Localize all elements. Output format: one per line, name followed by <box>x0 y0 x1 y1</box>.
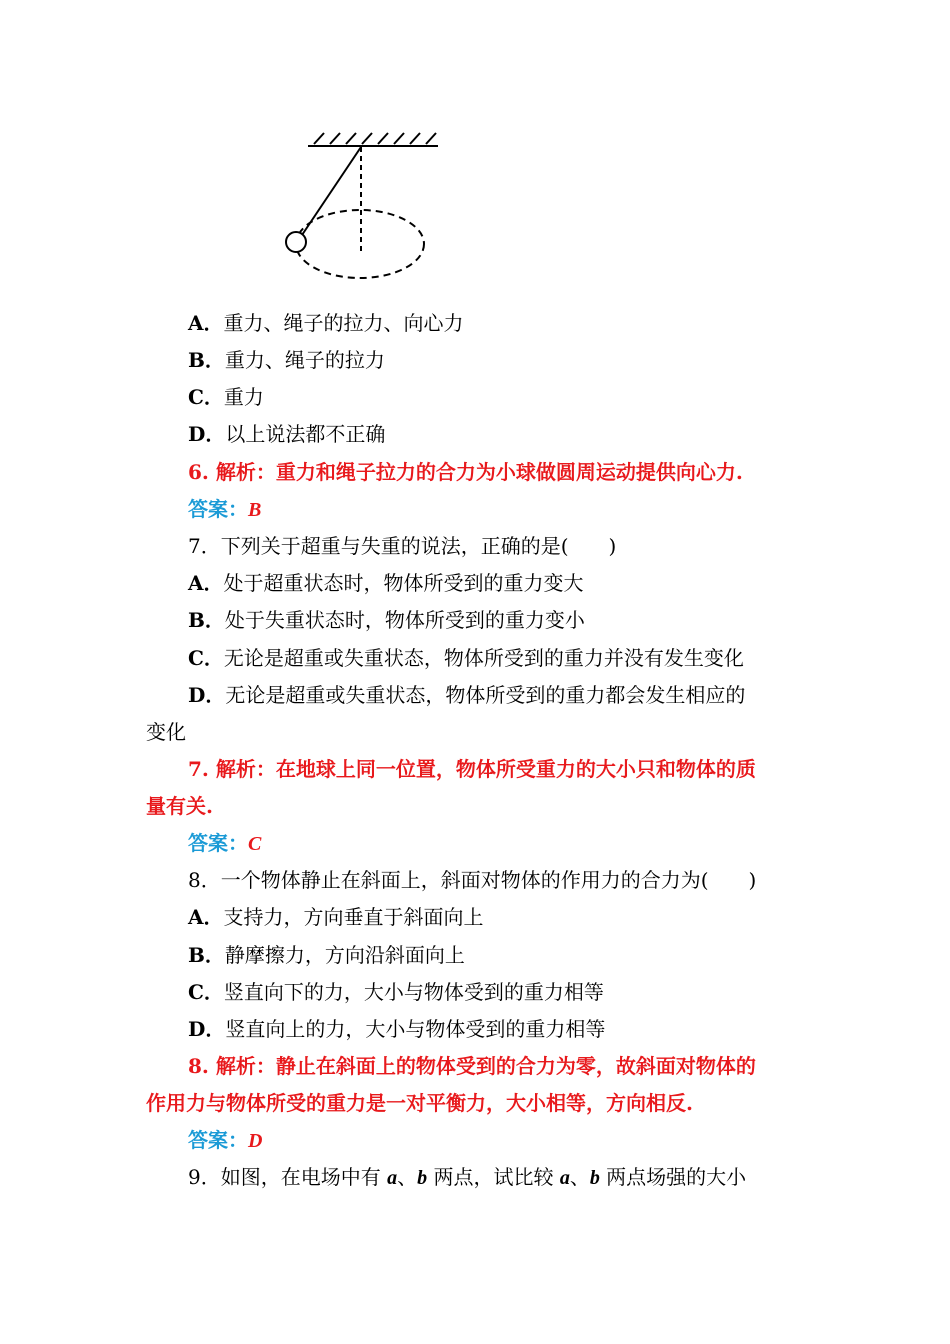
q7-option-c: C．无论是超重或失重状态，物体所受到的重力并没有发生变化 <box>188 646 744 670</box>
q8-option-b: B．静摩擦力，方向沿斜面向上 <box>188 943 465 967</box>
q7-analysis-line-2: 量有关. <box>146 794 213 818</box>
q7-analysis-line-1: 7. 解析：在地球上同一位置，物体所受重力的大小只和物体的质 <box>188 757 756 781</box>
q8-analysis-line-2: 作用力与物体所受的重力是一对平衡力，大小相等，方向相反. <box>146 1091 693 1115</box>
q8-stem: 8．一个物体静止在斜面上，斜面对物体的作用力的合力为( ) <box>188 868 757 892</box>
q8-option-a: A．支持力，方向垂直于斜面向上 <box>188 905 484 929</box>
q7-stem: 7．下列关于超重与失重的说法，正确的是( ) <box>188 534 617 558</box>
conical-pendulum-diagram <box>278 128 443 288</box>
q6-option-c: C．重力 <box>188 385 264 409</box>
q9-stem: 9．如图，在电场中有 a、b 两点，试比较 a、b 两点场强的大小 <box>188 1165 747 1189</box>
conical-pendulum-figure <box>278 128 443 288</box>
q8-option-c: C．竖直向下的力，大小与物体受到的重力相等 <box>188 980 604 1004</box>
q7-option-d: D．无论是超重或失重状态，物体所受到的重力都会发生相应的 <box>188 683 746 707</box>
q6-option-b: B．重力、绳子的拉力 <box>188 348 385 372</box>
ball <box>286 232 306 252</box>
q6-analysis: 6. 解析：重力和绳子拉力的合力为小球做圆周运动提供向心力. <box>188 460 743 484</box>
q8-answer: 答案：D <box>188 1128 263 1152</box>
q6-option-a: A．重力、绳子的拉力、向心力 <box>188 311 464 335</box>
q6-answer: 答案：B <box>188 497 262 521</box>
q7-option-a: A．处于超重状态时，物体所受到的重力变大 <box>188 571 584 595</box>
q7-answer: 答案：C <box>188 831 262 855</box>
q8-analysis-line-1: 8. 解析：静止在斜面上的物体受到的合力为零，故斜面对物体的 <box>188 1054 756 1078</box>
q7-option-b: B．处于失重状态时，物体所受到的重力变小 <box>188 608 585 632</box>
q7-option-d-continued: 变化 <box>146 720 186 744</box>
q6-option-d: D．以上说法都不正确 <box>188 422 386 446</box>
q8-option-d: D．竖直向上的力，大小与物体受到的重力相等 <box>188 1017 606 1041</box>
